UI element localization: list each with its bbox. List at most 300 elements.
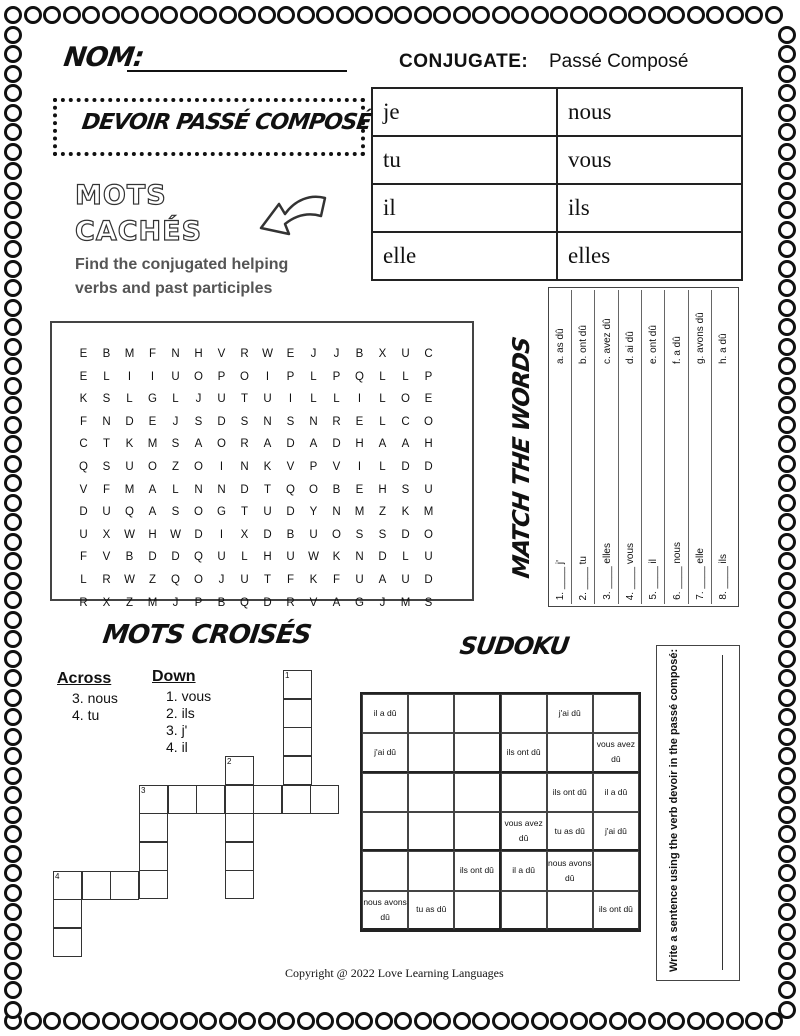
crossword-cell[interactable]	[139, 870, 168, 899]
ring	[180, 6, 198, 24]
sudoku-cell[interactable]	[593, 851, 639, 890]
sudoku-cell[interactable]	[362, 812, 408, 851]
word-search-letter[interactable]: W	[308, 551, 319, 564]
word-search-letter[interactable]: S	[171, 506, 180, 519]
word-search-letter[interactable]: G	[148, 393, 157, 406]
word-search-letter[interactable]: U	[424, 483, 433, 496]
word-search-letter[interactable]: J	[310, 348, 317, 360]
match-the-words-box	[548, 287, 739, 607]
word-search-letter[interactable]: L	[80, 573, 87, 586]
word-search-letter[interactable]: F	[102, 483, 111, 496]
word-search-letter[interactable]: O	[194, 506, 203, 519]
crossword-cell[interactable]	[225, 785, 254, 814]
word-search-letter[interactable]: U	[401, 573, 410, 586]
crossword-cell[interactable]: 1	[283, 670, 312, 699]
conjugation-cell[interactable]: tu	[372, 136, 557, 184]
crossword-cell[interactable]	[225, 842, 254, 871]
word-search-letter[interactable]: I	[127, 370, 132, 383]
word-search-letter[interactable]: I	[288, 393, 293, 406]
word-search-letter[interactable]: N	[102, 415, 111, 428]
word-search-letter[interactable]: P	[332, 370, 341, 383]
word-search-letter[interactable]: U	[309, 528, 318, 541]
sudoku-cell[interactable]: j'ai dû	[593, 812, 639, 851]
conjugation-cell[interactable]: ils	[557, 184, 742, 232]
word-search-letter[interactable]: T	[240, 393, 249, 406]
conjugation-cell[interactable]: elle	[372, 232, 557, 280]
word-search-letter[interactable]: I	[219, 460, 224, 473]
sudoku-cell[interactable]	[408, 851, 454, 890]
crossword-cell[interactable]	[53, 928, 82, 957]
word-search-letter[interactable]: V	[332, 460, 341, 473]
sentence-answer-line[interactable]	[722, 655, 723, 970]
word-search-letter[interactable]: P	[217, 370, 226, 383]
ring	[778, 845, 796, 863]
word-search-letter[interactable]: S	[102, 393, 111, 406]
word-search-letter[interactable]: N	[355, 551, 364, 564]
sudoku-cell[interactable]	[547, 733, 593, 772]
word-search-letter[interactable]: R	[102, 573, 111, 586]
word-search-letter[interactable]: Q	[240, 596, 249, 609]
word-search-letter[interactable]: D	[240, 483, 249, 496]
ring	[414, 1012, 432, 1030]
word-search-letter[interactable]: M	[354, 506, 365, 519]
word-search-letter[interactable]: L	[172, 483, 179, 496]
word-search-letter[interactable]: D	[171, 551, 180, 564]
sudoku-cell[interactable]	[408, 773, 454, 812]
word-search-letter[interactable]: A	[378, 573, 387, 586]
word-search-letter[interactable]: O	[194, 573, 203, 586]
sudoku-cell[interactable]: tu as dû	[408, 891, 454, 930]
word-search-letter[interactable]: E	[79, 348, 88, 360]
word-search-letter[interactable]: E	[355, 415, 364, 428]
sudoku-cell[interactable]	[593, 694, 639, 733]
sudoku-cell[interactable]: j'ai dû	[362, 733, 408, 772]
word-search-letter[interactable]: I	[219, 528, 224, 541]
word-search-letter[interactable]: B	[217, 596, 226, 609]
word-search-letter[interactable]: A	[332, 596, 341, 609]
word-search-letter[interactable]: Q	[286, 483, 295, 496]
ring	[778, 26, 796, 44]
word-search-letter[interactable]: R	[240, 348, 249, 360]
word-search-letter[interactable]: H	[148, 528, 157, 541]
word-search-letter[interactable]: F	[286, 573, 295, 586]
word-search-letter[interactable]: U	[240, 573, 249, 586]
sudoku-cell[interactable]: ils ont dû	[593, 891, 639, 930]
sudoku-cell[interactable]	[501, 694, 547, 733]
word-search-letter[interactable]: A	[263, 438, 272, 451]
sudoku-cell[interactable]	[454, 694, 500, 733]
ring	[316, 6, 334, 24]
word-search-letter[interactable]: L	[379, 460, 386, 473]
word-search-letter[interactable]: F	[332, 573, 341, 586]
word-search-letter[interactable]: L	[379, 415, 386, 428]
word-search-letter[interactable]: O	[424, 415, 433, 428]
word-search-letter[interactable]: Z	[148, 573, 157, 586]
crossword-cell[interactable]	[82, 871, 111, 900]
word-search-letter[interactable]: D	[194, 528, 203, 541]
conjugation-cell[interactable]: je	[372, 88, 557, 136]
word-search-letter[interactable]: O	[401, 393, 410, 406]
sudoku-cell[interactable]: nous avons dû	[547, 851, 593, 890]
ring	[414, 6, 432, 24]
word-search-letter[interactable]: H	[263, 551, 272, 564]
word-search-letter[interactable]: X	[102, 596, 111, 609]
word-search-letter[interactable]: C	[424, 348, 433, 360]
word-search-letter[interactable]: M	[400, 596, 411, 609]
crossword-cell[interactable]	[283, 699, 312, 728]
word-search-letter[interactable]: E	[286, 348, 295, 360]
word-search-letter[interactable]: J	[172, 596, 179, 609]
word-search-letter[interactable]: L	[379, 370, 386, 383]
word-search-letter[interactable]: N	[171, 348, 180, 360]
word-search-letter[interactable]: A	[309, 438, 318, 451]
word-search-letter[interactable]: J	[172, 415, 179, 428]
match-pronoun[interactable]: 7. ____ elle	[694, 548, 706, 600]
word-search-letter[interactable]: D	[286, 506, 295, 519]
conjugation-cell[interactable]: elles	[557, 232, 742, 280]
word-search-letter[interactable]: U	[355, 573, 364, 586]
sudoku-cell[interactable]: il a dû	[593, 773, 639, 812]
word-search-letter[interactable]: Z	[125, 596, 134, 609]
word-search-letter[interactable]: R	[332, 415, 341, 428]
word-search-letter[interactable]: B	[286, 528, 295, 541]
word-search-letter[interactable]: S	[286, 415, 295, 428]
word-search-letter[interactable]: Q	[194, 551, 203, 564]
word-search-letter[interactable]: M	[124, 483, 135, 496]
word-search-letter[interactable]: P	[286, 370, 295, 383]
word-search-letter[interactable]: C	[401, 415, 410, 428]
sudoku-cell[interactable]	[362, 851, 408, 890]
ring	[4, 65, 22, 83]
ring	[63, 6, 81, 24]
sudoku-cell[interactable]	[454, 812, 500, 851]
crossword-cell[interactable]	[196, 785, 225, 814]
conjugation-cell[interactable]: il	[372, 184, 557, 232]
word-search-letter[interactable]: L	[379, 393, 386, 406]
crossword-cell[interactable]	[139, 842, 168, 871]
word-search-letter[interactable]: U	[424, 551, 433, 564]
word-search-letter[interactable]: K	[332, 551, 341, 564]
word-search-letter[interactable]: U	[263, 393, 272, 406]
word-search-letter[interactable]: N	[309, 415, 318, 428]
sudoku-cell[interactable]	[547, 891, 593, 930]
crossword-cell[interactable]	[283, 727, 312, 756]
word-search-letter[interactable]: N	[194, 483, 203, 496]
crossword-cell[interactable]	[225, 813, 254, 842]
word-search-letter[interactable]: D	[332, 438, 341, 451]
word-search-letter[interactable]: L	[126, 393, 133, 406]
word-search-letter[interactable]: R	[240, 438, 249, 451]
match-option: g. avons dû	[694, 312, 706, 364]
sudoku-cell[interactable]	[501, 773, 547, 812]
crossword-cell[interactable]	[253, 785, 282, 814]
crossword-cell[interactable]	[110, 871, 139, 900]
ring	[778, 299, 796, 317]
name-line[interactable]	[127, 70, 347, 72]
word-search-letter[interactable]: N	[263, 415, 272, 428]
word-search-letter[interactable]: V	[309, 596, 318, 609]
word-search-letter[interactable]: J	[379, 596, 386, 609]
word-search-letter[interactable]: U	[401, 348, 410, 360]
word-search-letter[interactable]: U	[217, 393, 226, 406]
crossword-cell[interactable]	[168, 785, 197, 814]
word-search-letter[interactable]: D	[263, 596, 272, 609]
word-search-letter[interactable]: P	[424, 370, 433, 383]
match-row	[623, 288, 646, 606]
word-search-letter[interactable]: C	[79, 438, 88, 451]
sudoku-cell[interactable]	[501, 891, 547, 930]
sudoku-cell[interactable]	[454, 773, 500, 812]
sudoku-cell[interactable]: vous avez dû	[593, 733, 639, 772]
match-pronoun[interactable]: 8. ____ ils	[718, 554, 730, 600]
word-search-letter[interactable]: N	[332, 506, 341, 519]
word-search-letter[interactable]: O	[309, 483, 318, 496]
word-search-letter[interactable]: Z	[378, 506, 387, 519]
sudoku-cell[interactable]	[454, 891, 500, 930]
sudoku-cell[interactable]: ils ont dû	[501, 733, 547, 772]
ring	[778, 45, 796, 63]
word-search-letter[interactable]: S	[240, 415, 249, 428]
ring	[778, 864, 796, 882]
word-search-letter[interactable]: X	[378, 348, 387, 360]
word-search-letter[interactable]: M	[124, 348, 135, 360]
word-search-letter[interactable]: J	[333, 348, 340, 360]
word-search-letter[interactable]: U	[79, 528, 88, 541]
ring	[4, 435, 22, 453]
word-search-letter[interactable]: I	[357, 460, 362, 473]
word-search-letter[interactable]: L	[241, 551, 248, 564]
word-search-letter[interactable]: H	[378, 483, 387, 496]
word-search-letter[interactable]: O	[148, 460, 157, 473]
match-divider	[641, 290, 642, 604]
word-search-letter[interactable]: S	[102, 460, 111, 473]
word-search-letter[interactable]: O	[332, 528, 341, 541]
word-search-letter[interactable]: D	[401, 460, 410, 473]
word-search-letter[interactable]: E	[79, 370, 88, 383]
word-search-letter[interactable]: N	[240, 460, 249, 473]
word-search-letter[interactable]: G	[217, 506, 226, 519]
word-search-letter[interactable]: A	[194, 438, 203, 451]
word-search-letter[interactable]: O	[194, 370, 203, 383]
match-pronoun[interactable]: 3. ____ elles	[601, 543, 613, 600]
word-search-letter[interactable]: B	[125, 551, 134, 564]
word-search-letter[interactable]: I	[265, 370, 270, 383]
sudoku-cell[interactable]	[408, 694, 454, 733]
word-search-letter[interactable]: U	[217, 551, 226, 564]
word-search-letter[interactable]: K	[401, 506, 410, 519]
ring	[4, 455, 22, 473]
word-search-letter[interactable]: R	[286, 596, 295, 609]
word-search-letter[interactable]: A	[148, 506, 157, 519]
word-search-letter[interactable]: P	[194, 596, 203, 609]
crossword-cell[interactable]: 2	[225, 756, 254, 785]
match-pronoun[interactable]: 4. ____ vous	[624, 542, 636, 600]
word-search-letter[interactable]: A	[378, 438, 387, 451]
word-search-letter[interactable]: B	[332, 483, 341, 496]
word-search-letter[interactable]: T	[102, 438, 111, 451]
word-search-letter[interactable]: K	[125, 438, 134, 451]
sudoku-cell[interactable]	[408, 733, 454, 772]
word-search-letter[interactable]: K	[79, 393, 88, 406]
crossword-cell[interactable]	[139, 813, 168, 842]
word-search-letter[interactable]: V	[286, 460, 295, 473]
ring	[43, 6, 61, 24]
word-search-letter[interactable]: S	[355, 528, 364, 541]
word-search-letter[interactable]: U	[263, 506, 272, 519]
word-search-letter[interactable]: A	[148, 483, 157, 496]
conjugation-cell[interactable]: nous	[557, 88, 742, 136]
crossword-cell[interactable]	[282, 785, 311, 814]
word-search-letter[interactable]: W	[124, 528, 135, 541]
word-search-letter[interactable]: D	[217, 415, 226, 428]
ring	[667, 1012, 685, 1030]
word-search-letter[interactable]: D	[401, 528, 410, 541]
word-search-letter[interactable]: D	[125, 415, 134, 428]
word-search-letter[interactable]: U	[286, 551, 295, 564]
sudoku-cell[interactable]: ils ont dû	[454, 851, 500, 890]
word-search-letter[interactable]: W	[262, 348, 273, 360]
sudoku-cell[interactable]	[408, 812, 454, 851]
ring	[778, 357, 796, 375]
word-search-letter[interactable]: V	[102, 551, 111, 564]
word-search-letter[interactable]: U	[171, 370, 180, 383]
word-search-letter[interactable]: S	[424, 596, 433, 609]
crossword-cell[interactable]	[225, 870, 254, 899]
word-search-letter[interactable]: U	[102, 506, 111, 519]
word-search-letter[interactable]: H	[424, 438, 433, 451]
word-search-letter[interactable]: O	[424, 528, 433, 541]
word-search-letter[interactable]: W	[124, 573, 135, 586]
word-search-letter[interactable]: L	[310, 393, 317, 406]
word-search-letter[interactable]: M	[147, 438, 158, 451]
sudoku-cell[interactable]: vous avez dû	[501, 812, 547, 851]
word-search-letter[interactable]: S	[401, 483, 410, 496]
sudoku-cell[interactable]: ils ont dû	[547, 773, 593, 812]
word-search-letter[interactable]: M	[423, 506, 434, 519]
word-search-letter[interactable]: L	[172, 393, 179, 406]
word-search-letter[interactable]: P	[309, 460, 318, 473]
ring	[4, 1001, 22, 1019]
word-search-letter[interactable]: D	[424, 460, 433, 473]
word-search-letter[interactable]: G	[355, 596, 364, 609]
ring	[453, 6, 471, 24]
word-search-letter[interactable]: N	[217, 483, 226, 496]
word-search-letter[interactable]: B	[102, 348, 111, 360]
ring	[706, 6, 724, 24]
word-search-letter[interactable]: R	[79, 596, 88, 609]
word-search-letter[interactable]: J	[218, 573, 225, 586]
word-search-letter[interactable]: L	[402, 551, 409, 564]
word-search-letter[interactable]: O	[194, 460, 203, 473]
word-search-letter[interactable]: L	[333, 393, 340, 406]
word-search-letter[interactable]: S	[171, 438, 180, 451]
match-pronoun[interactable]: 5. ____ il	[648, 559, 660, 600]
word-search-letter[interactable]: S	[194, 415, 203, 428]
crossword-cell[interactable]	[53, 899, 82, 928]
sudoku-cell[interactable]	[362, 773, 408, 812]
word-search-letter[interactable]: I	[357, 393, 362, 406]
mots-caches-instruction-line1: Find the conjugated helping	[75, 256, 289, 273]
word-search-letter[interactable]: D	[79, 506, 88, 519]
word-search-letter[interactable]: L	[103, 370, 110, 383]
word-search-letter[interactable]: H	[355, 438, 364, 451]
crossword-cell[interactable]: 4	[53, 871, 82, 900]
word-search-letter[interactable]: F	[79, 415, 88, 428]
word-search-letter[interactable]: E	[148, 415, 157, 428]
word-search-letter[interactable]: Q	[171, 573, 180, 586]
match-pronoun[interactable]: 1. ____ j'	[555, 559, 566, 600]
word-search-letter[interactable]: M	[147, 596, 158, 609]
word-search-letter[interactable]: E	[355, 483, 364, 496]
word-search-letter[interactable]: D	[286, 438, 295, 451]
word-search-letter[interactable]: X	[240, 528, 249, 541]
match-row	[693, 288, 716, 606]
word-search-letter[interactable]: H	[194, 348, 203, 360]
word-search-letter[interactable]: I	[150, 370, 155, 383]
word-search-letter[interactable]: Q	[125, 506, 134, 519]
sudoku-cell[interactable]: tu as dû	[547, 812, 593, 851]
word-search-letter[interactable]: O	[240, 370, 249, 383]
ring	[4, 845, 22, 863]
word-search-letter[interactable]: T	[240, 506, 249, 519]
word-search-letter[interactable]: K	[263, 460, 272, 473]
word-search-letter[interactable]: D	[378, 551, 387, 564]
sudoku-cell[interactable]: j'ai dû	[547, 694, 593, 733]
ring	[4, 162, 22, 180]
word-search-letter[interactable]: U	[125, 460, 134, 473]
word-search-letter[interactable]: L	[402, 370, 409, 383]
word-search-letter[interactable]: E	[424, 393, 433, 406]
word-search-letter[interactable]: D	[148, 551, 157, 564]
match-pronoun[interactable]: 6. ____ nous	[671, 542, 683, 600]
word-search-letter[interactable]: D	[424, 573, 433, 586]
word-search-letter[interactable]: L	[310, 370, 317, 383]
ring	[297, 1012, 315, 1030]
conjugation-cell[interactable]: vous	[557, 136, 742, 184]
word-search-letter[interactable]: T	[263, 573, 272, 586]
word-search-letter[interactable]: Q	[355, 370, 364, 383]
word-search-letter[interactable]: X	[102, 528, 111, 541]
word-search-letter[interactable]: V	[79, 483, 88, 496]
word-search-letter[interactable]: D	[263, 528, 272, 541]
down-label: Down	[152, 668, 196, 685]
sudoku-cell[interactable]: il a dû	[501, 851, 547, 890]
sudoku-cell[interactable]: il a dû	[362, 694, 408, 733]
word-search-letter[interactable]: Y	[309, 506, 318, 519]
sudoku-cell[interactable]: nous avons dû	[362, 891, 408, 930]
word-search-letter[interactable]: A	[401, 438, 410, 451]
word-search-letter[interactable]: V	[217, 348, 226, 360]
crossword-cell[interactable]	[283, 756, 312, 785]
word-search-letter[interactable]: S	[378, 528, 387, 541]
word-search-letter[interactable]: B	[355, 348, 364, 360]
word-search-letter[interactable]: F	[79, 551, 88, 564]
match-pronoun[interactable]: 2. ____ tu	[578, 555, 590, 600]
word-search-letter[interactable]: Z	[171, 460, 180, 473]
word-search-letter[interactable]: F	[148, 348, 157, 360]
word-search-letter[interactable]: W	[170, 528, 181, 541]
crossword-cell[interactable]	[310, 785, 339, 814]
word-search-letter[interactable]: O	[217, 438, 226, 451]
word-search-letter[interactable]: T	[263, 483, 272, 496]
crossword-cell[interactable]: 3	[139, 785, 168, 814]
word-search-letter[interactable]: Q	[79, 460, 88, 473]
word-search-letter[interactable]: J	[195, 393, 202, 406]
ring	[531, 6, 549, 24]
word-search-letter[interactable]: K	[309, 573, 318, 586]
sudoku-cell[interactable]	[454, 733, 500, 772]
match-row	[646, 288, 669, 606]
